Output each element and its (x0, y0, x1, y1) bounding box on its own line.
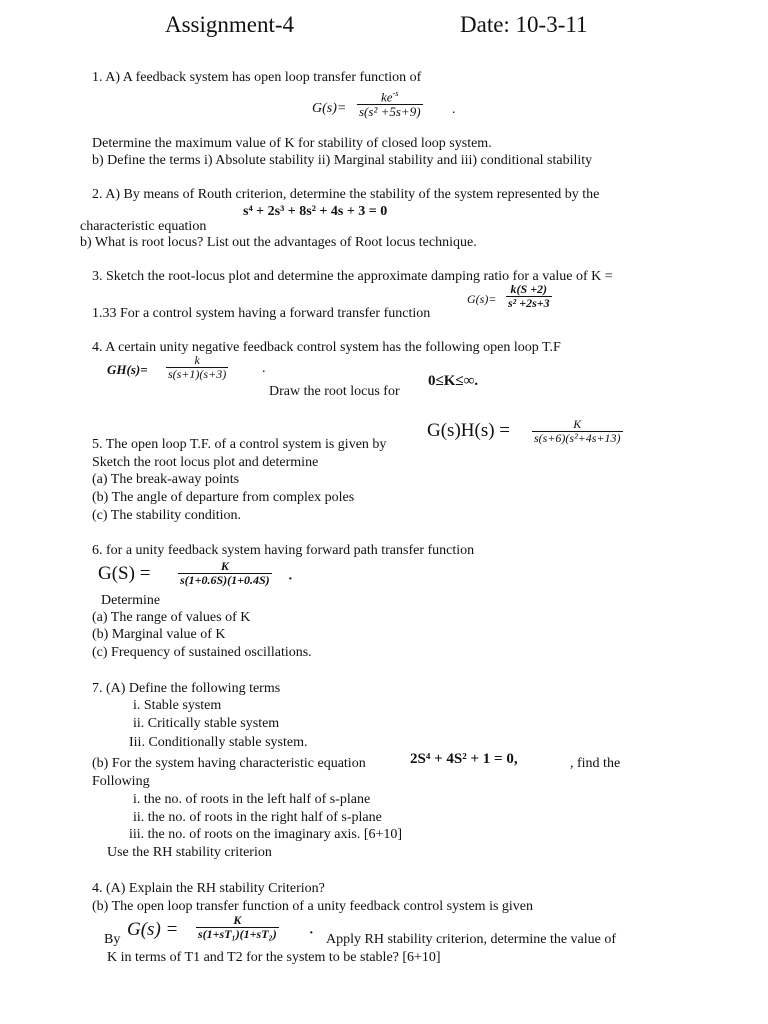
q8-by: By (104, 932, 121, 947)
q5-line2: Sketch the root locus plot and determine (92, 455, 319, 470)
q6-formula-lhs: G(S) = (98, 563, 151, 584)
q6-determine: Determine (101, 593, 161, 608)
q8-fraction (196, 914, 279, 941)
assignment-date: Date: 10-3-11 (460, 12, 588, 37)
q7-find: , find the (570, 756, 621, 771)
q2-line2: characteristic equation (80, 219, 207, 234)
q5-line1: 5. The open loop T.F. of a control system is given by (92, 437, 387, 452)
q7-root-2: ii. the no. of roots in the right half of s-plane (133, 810, 382, 825)
assignment-title: Assignment-4 (165, 12, 295, 37)
q7-root-3: iii. the no. of roots on the imaginary axis. [6+10] (129, 827, 403, 842)
q1-intro: 1. A) A feedback system has open loop transfer function of (92, 70, 422, 85)
q8-dot: · (309, 926, 314, 941)
q7-line1: 7. (A) Define the following terms (92, 681, 281, 696)
q6-denominator: s(1+0.6S)(1+0.4S) (180, 572, 270, 587)
q2-line1: 2. A) By means of Routh criterion, determine the stability of the system represented by the (92, 187, 600, 202)
q8-line2: (b) The open loop transfer function of a unity feedback control system is given (92, 899, 534, 914)
q8-numerator: K (233, 913, 242, 927)
q6-line1: 6. for a unity feedback system having forward path transfer function (92, 543, 475, 558)
q1-fraction (357, 89, 423, 119)
q5-item-c: (c) The stability condition. (92, 508, 242, 523)
q6-item-a: (a) The range of values of K (92, 610, 251, 625)
q2-line3: b) What is root locus? List out the advantages of Root locus technique. (80, 235, 477, 250)
q5-denominator: s(s+6)(s²+4s+13) (534, 430, 621, 445)
q6-item-c: (c) Frequency of sustained oscillations. (92, 645, 312, 660)
q7-term-ii: ii. Critically stable system (133, 716, 280, 731)
q4-draw-text: Draw the root locus for (269, 384, 400, 399)
q1-line2: Determine the maximum value of K for stability of closed loop system. (92, 136, 492, 151)
q6-fraction (178, 560, 272, 587)
q8-after: Apply RH stability criterion, determine the value of (326, 932, 617, 947)
q3-line1: 3. Sketch the root-locus plot and determine the approximate damping ratio for a value of K = (92, 269, 613, 284)
q4-formula-lhs: GH(s)= (107, 362, 148, 377)
q1-numerator: $ke^{-s}$ (380, 88, 399, 105)
q5-numerator: K (573, 417, 582, 431)
q4-numerator: k (194, 353, 200, 367)
q8-formula-lhs: G(s) = (127, 919, 179, 940)
q7-term-i: i. Stable system (133, 698, 222, 713)
q1-period: . (452, 102, 456, 117)
q4-line1: 4. A certain unity negative feedback control system has the following open loop T.F (92, 340, 561, 355)
q7-following: Following (92, 774, 150, 789)
q3-fraction (506, 283, 552, 310)
q7-term-iii: Iii. Conditionally stable system. (129, 735, 308, 750)
q4-denominator: s(s+1)(s+3) (168, 366, 227, 381)
q4-period: . (262, 361, 266, 376)
q8-line1: 4. (A) Explain the RH stability Criterion? (92, 881, 325, 896)
q3-numerator: k(S +2) (510, 282, 548, 296)
q3-line2: 1.33 For a control system having a forward transfer function (92, 306, 431, 321)
q5-fraction (532, 418, 623, 445)
q3-denominator: s² +2s+3 (508, 295, 550, 310)
q5-item-b: (b) The angle of departure from complex poles (92, 490, 355, 505)
q2-equation: s⁴ + 2s³ + 8s² + 4s + 3 = 0 (243, 204, 388, 219)
q1-formula-lhs: G(s)= (312, 101, 347, 116)
q4-fraction (166, 354, 228, 381)
q6-dot: · (288, 572, 293, 587)
q7-root-1: i. the no. of roots in the left half of s-plane (133, 792, 371, 807)
q1-line3: b) Define the terms i) Absolute stability ii) Marginal stability and iii) conditional stability (92, 153, 593, 168)
q8-line4: K in terms of T1 and T2 for the system to be stable? [6+10] (107, 950, 441, 965)
q7-equation: 2S⁴ + 4S² + 1 = 0, (410, 751, 518, 767)
q6-numerator: K (220, 559, 229, 573)
q5-formula-lhs: G(s)H(s) = (427, 420, 511, 441)
q1-denominator: s(s² +5s+9) (359, 103, 421, 119)
q3-formula-lhs: G(s)= (467, 292, 497, 306)
q4-k-range: 0≤K≤∞. (428, 373, 479, 389)
q5-item-a: (a) The break-away points (92, 472, 240, 487)
q6-item-b: (b) Marginal value of K (92, 627, 226, 642)
q8-denominator: s(1+sT₁)(1+sT₂) (198, 926, 277, 941)
q7-use: Use the RH stability criterion (107, 845, 272, 860)
q7-b-text: (b) For the system having characteristic equation (92, 756, 366, 771)
